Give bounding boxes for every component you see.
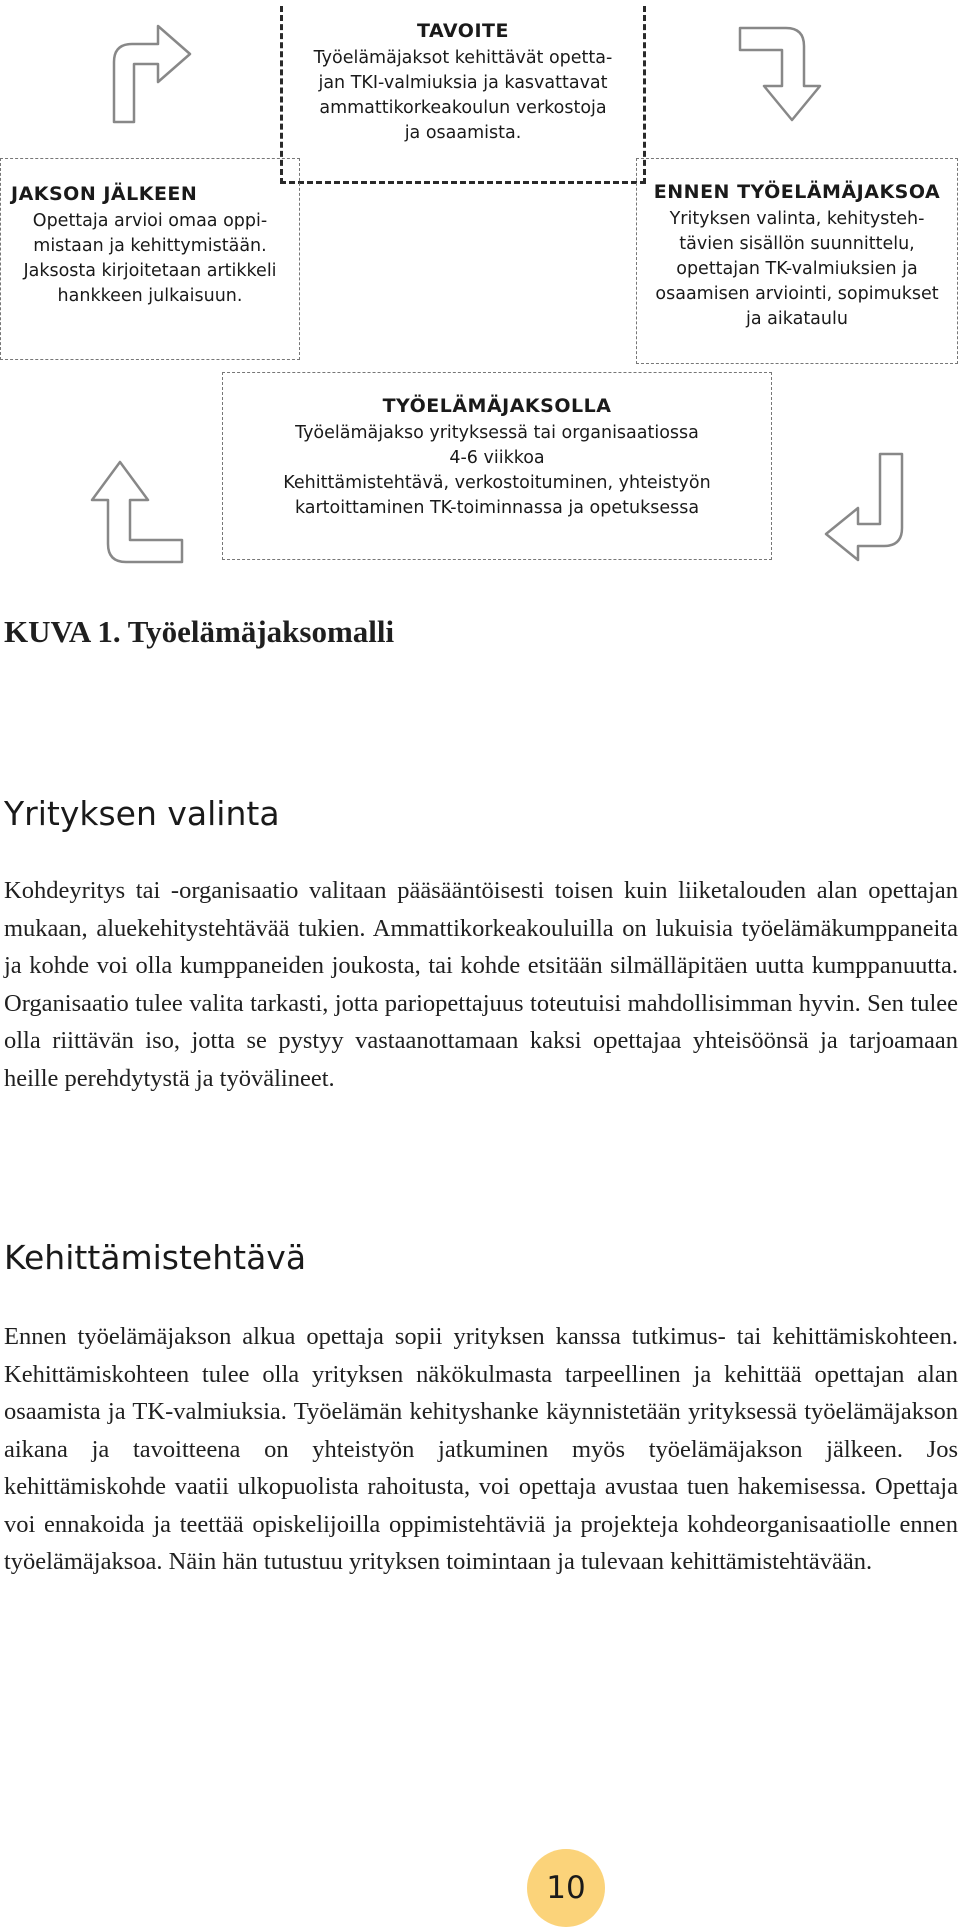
- arrow-up-right-icon: [96, 14, 196, 126]
- after-period-line: Opettaja arvioi omaa oppi-: [32, 211, 268, 231]
- during-period-line: kartoittaminen TK-toiminnassa ja opetuksessa: [294, 498, 700, 518]
- figure-caption: KUVA 1. Työelämäjaksomalli: [4, 614, 395, 649]
- during-period-line: Työelämäjakso yrityksessä tai organisaatiossa: [295, 423, 699, 443]
- goal-line: ja osaamista.: [404, 123, 522, 143]
- section-heading: Kehittämistehtävä: [4, 1238, 307, 1277]
- before-period-line: osaamisen arviointi, sopimukset: [655, 284, 939, 304]
- goal-line: ammattikorkeakoulun verkostoja: [319, 98, 607, 118]
- after-period-line: hankkeen julkaisuun.: [57, 286, 243, 306]
- body-paragraph: Kohdeyritys tai -organisaatio valitaan pääsääntöisesti toisen kuin liiketalouden alan opettajan mukaan, aluekehitystehtävää tukien. Ammattikorkeakouluilla on lukuisia työelämäkumppaneita ja kohde voi olla kumppaneiden joukosta, tai kohde etsitään silmälläpitäen uutta kumppanuutta. Organisaatio tulee valita tarkasti, jotta pariopettajuus toteutuisi mahdollisimman hyvin. Sen tulee olla riittävän iso, jotta se pystyy vastaanottamaan kaksi opettajaa yhteisöönsä ja tarjoamaan heille perehdytystä ja työvälineet.: [4, 877, 958, 1092]
- during-period-box: [222, 372, 772, 560]
- before-period-box: [636, 158, 958, 364]
- goal-line: Työelämäjaksot kehittävät opetta-: [313, 48, 613, 68]
- body-paragraph: Ennen työelämäjakson alkua opettaja sopii yrityksen kanssa tutkimus- tai kehittämiskohteen. Kehittämiskohteen tulee olla yrityksen näkökulmasta tarpeellinen ja kehittää opettajan alan osaamista ja TK-valmiuksia. Työelämän kehityshanke käynnistetään yrityksessä työelämäjakson aikana ja tavoitteena on yhteistyön jatkuminen myös työelämäjakson jälkeen. Jos kehittämiskohde vaatii ulkopuolista rahoitusta, voi opettaja avustaa tuen hakemisessa. Opettaja voi ennakoida ja teettää opiskelijoilla oppimistehtäviä ja projekteja kohdeorganisaatiolle ennen työelämäjaksoa. Näin hän tutustuu yrityksen toimintaan ja tulevaan kehittämistehtävään.: [4, 1323, 958, 1575]
- before-period-line: Yrityksen valinta, kehitysteh-: [669, 209, 925, 229]
- goal-box: [280, 6, 646, 184]
- after-period-line: mistaan ja kehittymistään.: [33, 236, 267, 256]
- during-period-title: TYÖELÄMÄJAKSOLLA: [382, 395, 612, 417]
- goal-title: TAVOITE: [417, 20, 509, 42]
- arrow-right-down-icon: [736, 14, 836, 126]
- arrow-left-up-icon: [86, 456, 186, 568]
- arrow-down-left-icon: [820, 450, 920, 562]
- goal-line: jan TKI-valmiuksia ja kasvattavat: [318, 73, 608, 93]
- before-period-line: tävien sisällön suunnittelu,: [679, 234, 915, 254]
- after-period-line: Jaksosta kirjoitetaan artikkeli: [23, 261, 277, 281]
- after-period-box: [0, 158, 300, 360]
- before-period-line: ja aikataulu: [746, 309, 848, 329]
- during-period-line: 4-6 viikkoa: [449, 448, 545, 468]
- before-period-line: opettajan TK-valmiuksien ja: [676, 259, 918, 279]
- before-period-title: ENNEN TYÖELÄMÄJAKSOA: [653, 181, 941, 203]
- section-heading: Yrityksen valinta: [4, 794, 280, 833]
- after-period-title: JAKSON JÄLKEEN: [11, 183, 198, 205]
- page-number-badge: 10: [527, 1849, 605, 1927]
- during-period-line: Kehittämistehtävä, verkostoituminen, yhteistyön: [283, 473, 711, 493]
